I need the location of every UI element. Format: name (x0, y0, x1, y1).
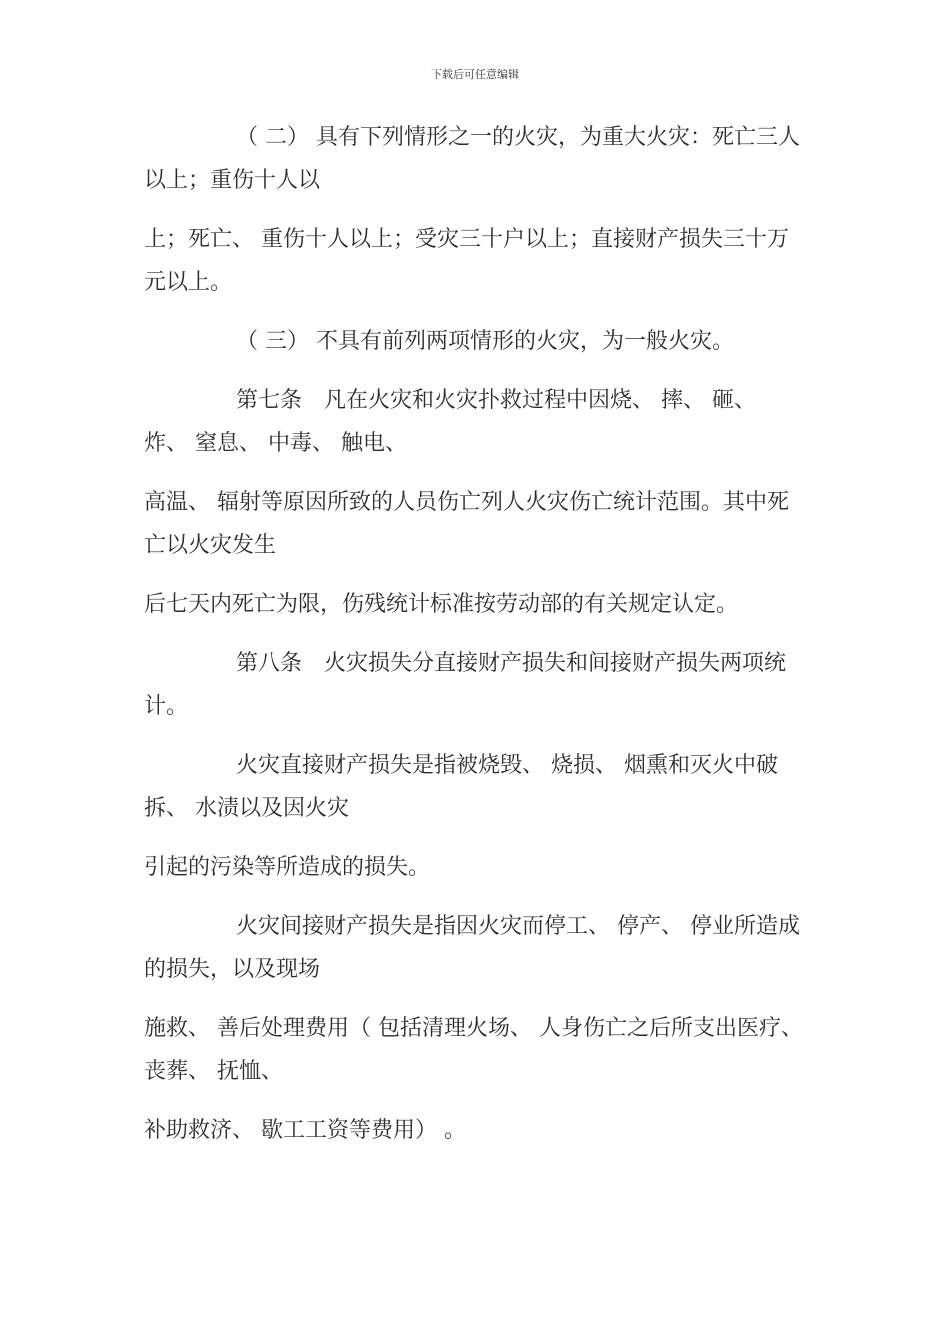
paragraph-direct-loss-continued: 引起的污染等所造成的损失。 (144, 855, 431, 880)
paragraph-indirect-loss-continued: 施救、 善后处理费用（ 包括清理火场、 人身伤亡之后所支出医疗、 丧葬、 抚恤、 (144, 1016, 803, 1084)
paragraph-indirect-loss: 火灾间接财产损失是指因火灾而停工、 停产、 停业所造成的损失，以及现场 (144, 914, 800, 982)
paragraph-article-7-end: 后七天内死亡为限，伤残统计标准按劳动部的有关规定认定。 (144, 592, 739, 617)
paragraph-indirect-loss-end: 补助救济、 歇工工资等费用） 。 (144, 1118, 466, 1143)
paragraph-major-fire: （ 二） 具有下列情形之一的火灾，为重大火灾：死亡三人以上；重伤十人以 (144, 125, 800, 193)
paragraph-general-fire: （ 三） 不具有前列两项情形的火灾，为一般火灾。 (236, 329, 734, 354)
paragraph-major-fire-continued: 上；死亡、 重伤十人以上；受灾三十户以上；直接财产损失三十万元以上。 (144, 227, 789, 295)
paragraph-article-7-continued: 高温、 辐射等原因所致的人员伤亡列人火灾伤亡统计范围。其中死亡以火灾发生 (144, 490, 789, 558)
page-header-note: 下载后可任意编辑 (431, 68, 519, 81)
paragraph-article-8: 第八条 火灾损失分直接财产损失和间接财产损失两项统计。 (144, 651, 787, 719)
document-body (144, 116, 806, 1168)
paragraph-article-7: 第七条 凡在火灾和火灾扑救过程中因烧、 摔、 砸、 炸、 窒息、 中毒、 触电、 (144, 388, 756, 456)
paragraph-direct-loss: 火灾直接财产损失是指被烧毁、 烧损、 烟熏和灭火中破拆、 水渍以及因火灾 (144, 753, 778, 821)
